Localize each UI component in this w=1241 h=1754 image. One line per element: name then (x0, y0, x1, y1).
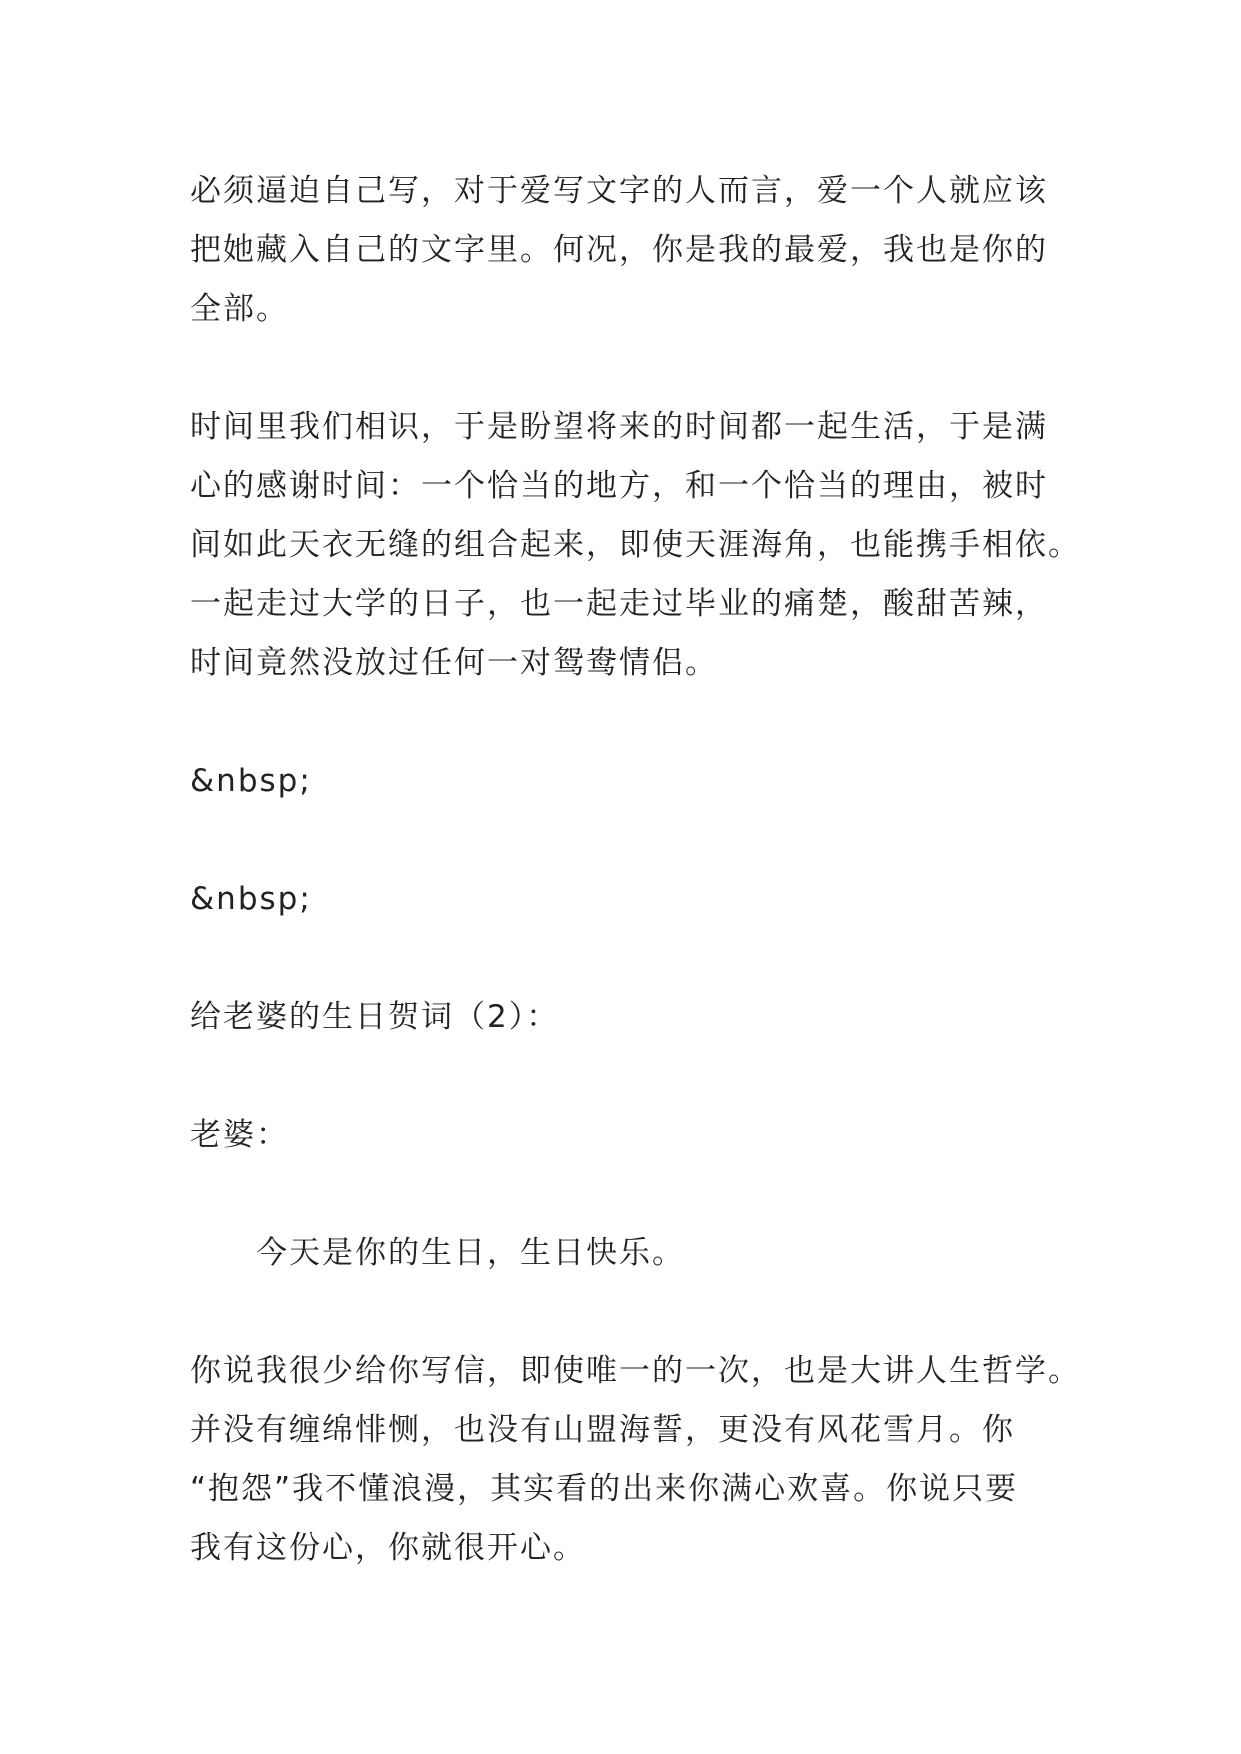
paragraph-letter (190, 1342, 1081, 1578)
paragraph-1 (190, 162, 1070, 339)
text-line: 你说我很少给你写信，即使唯一的一次，也是大讲人生哲学。 (190, 1353, 1081, 1389)
text-line: 给老婆的生日贺词（2）： (190, 999, 560, 1035)
greeting-line (190, 1224, 1070, 1283)
text-line: &nbsp; (190, 881, 312, 917)
text-line: 并没有缠绵悱恻，也没有山盟海誓，更没有风花雪月。你 (190, 1412, 1015, 1448)
paragraph-spacer (190, 1165, 1070, 1224)
paragraph-2 (190, 398, 1081, 693)
text-line: 时间里我们相识，于是盼望将来的时间都一起生活，于是满 (190, 409, 1048, 445)
text-line: 一起走过大学的日子，也一起走过毕业的痛楚，酸甜苦辣， (190, 586, 1048, 622)
text-line: 全部。 (190, 291, 289, 327)
text-line: “抱怨”我不懂浪漫，其实看的出来你满心欢喜。你说只要 (190, 1471, 1019, 1507)
paragraph-nbsp-1 (190, 752, 1070, 811)
paragraph-spacer (190, 693, 1070, 752)
text-line: 心的感谢时间：一个恰当的地方，和一个恰当的理由，被时 (190, 468, 1048, 504)
text-line: &nbsp; (190, 763, 312, 799)
document-body (190, 162, 1081, 1578)
text-line: 必须逼迫自己写，对于爱写文字的人而言，爱一个人就应该 (190, 173, 1048, 209)
salutation (190, 1106, 1070, 1165)
paragraph-spacer (190, 339, 1070, 398)
text-line: 老婆： (190, 1117, 289, 1153)
text-line: 我有这份心，你就很开心。 (190, 1530, 586, 1566)
paragraph-spacer (190, 1047, 1070, 1106)
text-line: 今天是你的生日，生日快乐。 (256, 1235, 685, 1271)
paragraph-spacer (190, 1283, 1070, 1342)
section-heading (190, 988, 1070, 1047)
paragraph-spacer (190, 929, 1070, 988)
text-line: 把她藏入自己的文字里。何况，你是我的最爱，我也是你的 (190, 232, 1048, 268)
paragraph-spacer (190, 811, 1070, 870)
text-line: 间如此天衣无缝的组合起来，即使天涯海角，也能携手相依。 (190, 527, 1081, 563)
paragraph-nbsp-2 (190, 870, 1070, 929)
text-line: 时间竟然没放过任何一对鸳鸯情侣。 (190, 645, 718, 681)
